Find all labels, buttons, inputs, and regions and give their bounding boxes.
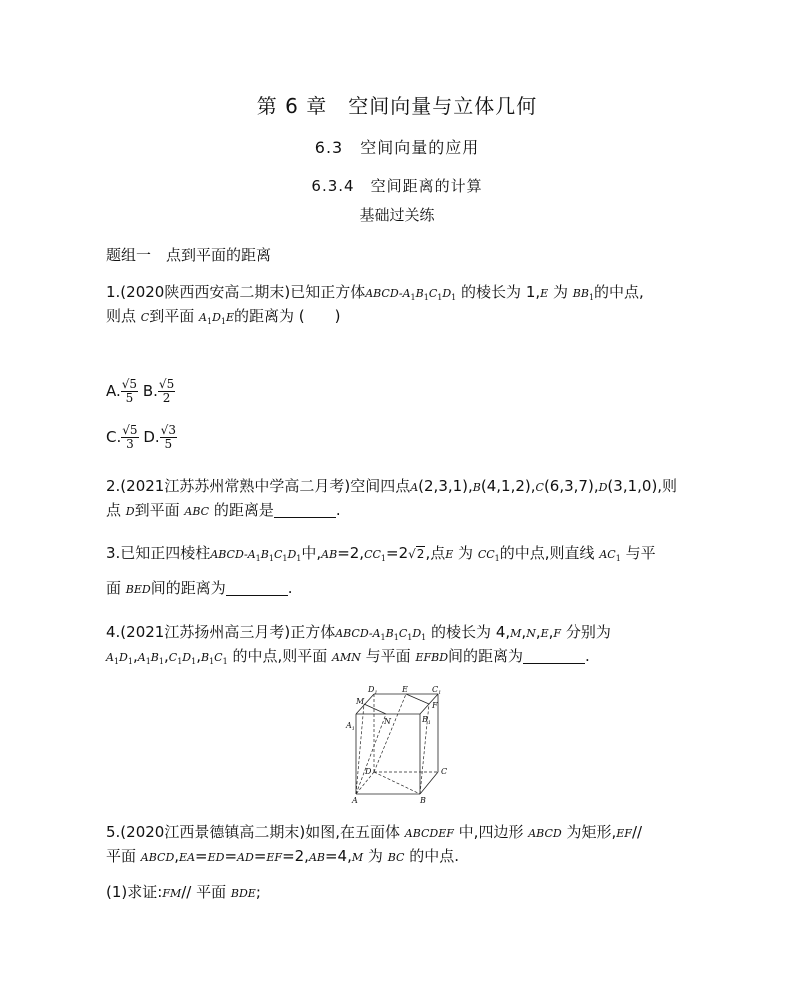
chapter-title: 第 6 章 空间向量与立体几何	[256, 94, 538, 118]
subsection-title: 6.3.4 空间距离的计算	[311, 177, 483, 195]
question-1-line-1: 1.(2020陕西西安高二期末)已知正方体ABCD-$A_1B_1C_1D_1$ 的棱长为 1,E 为 $BB_1$的中点,	[106, 283, 644, 302]
label-B1: $B_1$	[422, 715, 432, 726]
answer-blank[interactable]	[226, 581, 288, 596]
option-b-value: $\frac{√5}{2}$	[158, 377, 175, 405]
question-4-line-1: 4.(2021江苏扬州高三月考)正方体ABCD-$A_1B_1C_1D_1$ 的棱长为 4,M,N,E,F 分别为	[106, 623, 611, 642]
option-d-value: $\frac{√3}{5}$	[160, 423, 176, 451]
answer-blank[interactable]	[274, 503, 336, 518]
option-c-label: C.	[106, 428, 122, 446]
question-3-line-2: 面 BED间的距离为 .	[106, 579, 293, 597]
group-title: 题组一 点到平面的距离	[106, 246, 272, 264]
question-1-line-2: 则点 C到平面 $A_1D_1E$的距离为 ( )	[106, 307, 341, 326]
option-a-value: $\frac{√5}{5}$	[121, 377, 138, 405]
cube-figure	[340, 684, 460, 804]
label-F: F	[432, 701, 438, 710]
label-C: C	[441, 767, 448, 776]
section-title: 6.3 空间向量的应用	[314, 138, 480, 157]
level-title: 基础过关练	[359, 206, 435, 224]
question-3-line-1: 3.已知正四棱柱ABCD-$A_1B_1C_1D_1$中$,AB=2,CC_1=2√2$,点E 为 $CC_1$的中点,则直线 $AC_1$ 与平	[106, 544, 656, 563]
label-D1: $D_1$	[368, 685, 378, 696]
label-B: B	[420, 796, 426, 804]
option-c-value: $\frac{√5}{3}$	[122, 423, 138, 451]
label-A1: $A_1$	[346, 721, 355, 732]
label-A: A	[352, 796, 358, 804]
question-4-line-2: $A_1D_1,A_1B_1,C_1D_1,B_1C_1$ 的中点,则平面 AMN 与平面 EFBD间的距离为 .	[106, 647, 590, 666]
question-2-line-1: 2.(2021江苏苏州常熟中学高二月考)空间四点A(2,3,1),B(4,1,2),C(6,3,7),D(3,1,0),则	[106, 477, 678, 495]
question-2-line-2: 点 D到平面 ABC 的距离是 .	[106, 501, 341, 519]
option-a-label: A.	[106, 382, 121, 400]
question-5-line-1: 5.(2020江西景德镇高二期末)如图,在五面体 ABCDEF 中,四边形 ABCD 为矩形,EF//	[106, 823, 643, 841]
question-5-line-2: 平面 ABCD,EA=ED=AD=EF=2,AB=4,M 为 BC 的中点.	[106, 847, 459, 865]
label-C1: $C_1$	[432, 685, 442, 696]
question-5-part-1: (1)求证:FM// 平面 BDE;	[106, 883, 261, 901]
sqrt-two: √2	[408, 547, 425, 561]
option-row-ab	[106, 378, 175, 405]
option-b-label: B.	[142, 382, 158, 400]
option-d-label: D.	[143, 428, 160, 446]
label-D: D	[365, 767, 372, 776]
answer-blank[interactable]	[523, 649, 585, 664]
label-E: E	[402, 685, 408, 694]
label-M: M	[356, 697, 365, 706]
option-row-cd	[106, 424, 177, 451]
label-N: N	[384, 717, 391, 726]
